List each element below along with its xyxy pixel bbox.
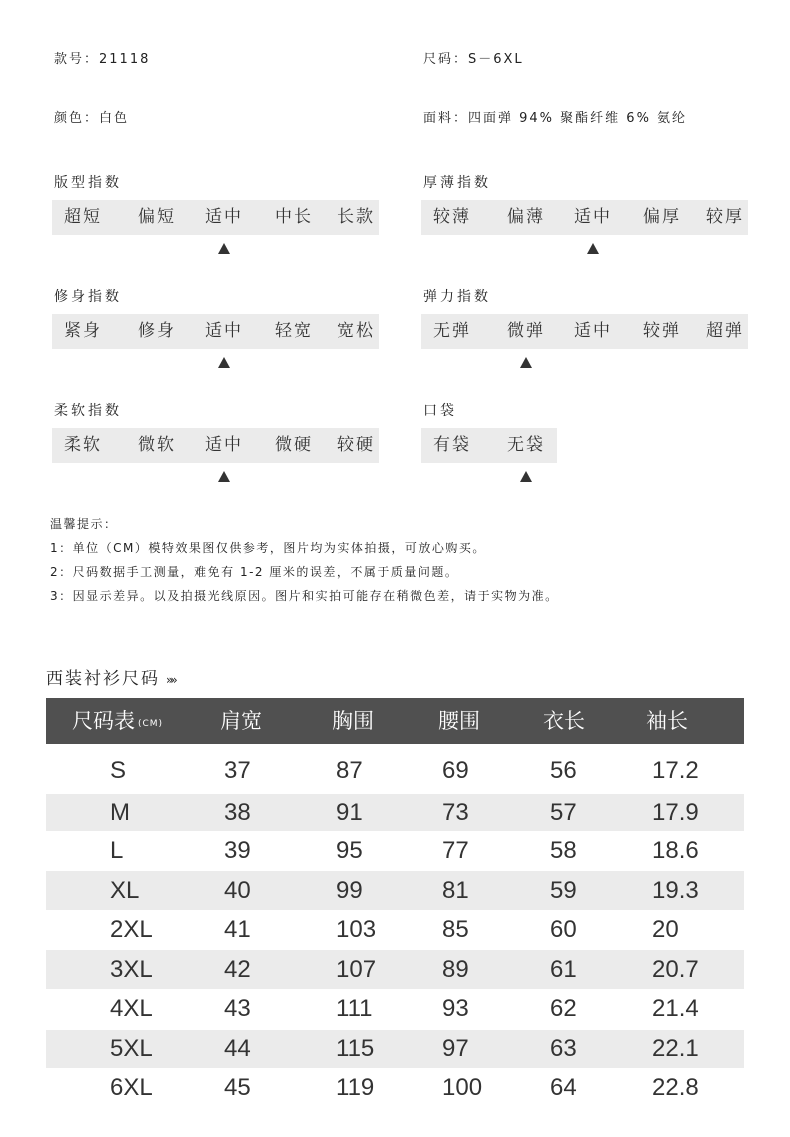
selected-marker-triangle-icon — [587, 243, 599, 254]
measure-cell: 100 — [442, 1074, 483, 1101]
index-option: 修身 — [138, 321, 176, 341]
color-info: 颜色：白色 — [54, 111, 130, 126]
index-option: 较厚 — [706, 207, 744, 227]
measure-cell: 107 — [336, 956, 377, 983]
tips-heading: 温馨提示： — [50, 517, 118, 531]
tip-line-2: 2：尺码数据手工测量，难免有 1-2 厘米的误差，不属于质量问题。 — [50, 565, 459, 579]
selected-marker-triangle-icon — [520, 357, 532, 368]
measure-cell: 20 — [652, 916, 679, 943]
style-number: 款号：21118 — [54, 52, 151, 67]
measure-cell: 95 — [336, 837, 363, 864]
measure-cell: 18.6 — [652, 837, 699, 864]
measure-cell: 89 — [442, 956, 469, 983]
index-title: 柔软指数 — [54, 403, 122, 419]
index-option: 偏薄 — [507, 207, 545, 227]
index-option: 较薄 — [433, 207, 471, 227]
measure-cell: 62 — [550, 995, 577, 1022]
index-option: 适中 — [205, 321, 243, 341]
selected-marker-triangle-icon — [218, 243, 230, 254]
index-option: 适中 — [205, 207, 243, 227]
measure-cell: 38 — [224, 799, 251, 826]
index-option: 轻宽 — [275, 321, 313, 341]
selected-marker-triangle-icon — [218, 357, 230, 368]
size-chart-title — [46, 664, 175, 689]
measure-cell: 57 — [550, 799, 577, 826]
measure-cell: 63 — [550, 1035, 577, 1062]
measure-cell: 21.4 — [652, 995, 699, 1022]
index-option: 偏厚 — [643, 207, 681, 227]
header-sleeve: 袖长 — [646, 709, 688, 733]
index-option: 适中 — [574, 207, 612, 227]
index-scale-bar — [52, 428, 379, 463]
measure-cell: 20.7 — [652, 956, 699, 983]
index-option: 长款 — [337, 207, 375, 227]
measure-cell: 44 — [224, 1035, 251, 1062]
index-option: 适中 — [574, 321, 612, 341]
measure-cell: 58 — [550, 837, 577, 864]
table-row — [46, 794, 744, 831]
table-row — [46, 911, 744, 949]
measure-cell: 42 — [224, 956, 251, 983]
measure-cell: 111 — [336, 995, 373, 1022]
measure-cell: 59 — [550, 877, 577, 904]
measure-cell: 115 — [336, 1035, 375, 1062]
header-size-label: 尺码表 (CM) — [72, 709, 164, 733]
size-cell: 5XL — [110, 1035, 153, 1062]
index-scale-bar — [421, 428, 557, 463]
measure-cell: 45 — [224, 1074, 251, 1101]
table-row — [46, 950, 744, 989]
index-option: 超短 — [64, 207, 102, 227]
table-row — [46, 989, 744, 1029]
measure-cell: 77 — [442, 837, 469, 864]
measure-cell: 43 — [224, 995, 251, 1022]
index-option: 适中 — [205, 435, 243, 455]
index-title: 口袋 — [423, 403, 457, 419]
index-option: 宽松 — [337, 321, 375, 341]
index-option: 中长 — [275, 207, 313, 227]
size-table-header — [46, 698, 744, 744]
index-scale-bar — [52, 200, 379, 235]
table-row — [46, 751, 744, 790]
size-cell: 2XL — [110, 916, 153, 943]
index-option: 无袋 — [507, 435, 545, 455]
index-scale-bar — [52, 314, 379, 349]
selected-marker-triangle-icon — [520, 471, 532, 482]
index-option: 微硬 — [275, 435, 313, 455]
measure-cell: 91 — [336, 799, 363, 826]
table-row — [46, 1030, 744, 1068]
index-option: 有袋 — [433, 435, 471, 455]
index-scale-bar — [421, 314, 748, 349]
index-option: 较弹 — [643, 321, 681, 341]
tip-line-3: 3：因显示差异。以及拍摄光线原因。图片和实拍可能存在稍微色差，请于实物为准。 — [50, 589, 559, 603]
index-scale-bar — [421, 200, 748, 235]
double-chevron-icon: »» — [166, 673, 175, 687]
size-cell: XL — [110, 877, 140, 904]
measure-cell: 40 — [224, 877, 251, 904]
index-option: 较硬 — [337, 435, 375, 455]
index-title: 弹力指数 — [423, 289, 491, 305]
header-shoulder: 肩宽 — [220, 709, 262, 733]
measure-cell: 73 — [442, 799, 469, 826]
measure-cell: 17.2 — [652, 757, 699, 784]
index-title: 修身指数 — [54, 289, 122, 305]
measure-cell: 97 — [442, 1035, 469, 1062]
size-cell: S — [110, 757, 127, 784]
measure-cell: 99 — [336, 877, 363, 904]
measure-cell: 22.8 — [652, 1074, 699, 1101]
header-chest: 胸围 — [332, 709, 374, 733]
index-option: 柔软 — [64, 435, 102, 455]
measure-cell: 60 — [550, 916, 577, 943]
size-cell: 6XL — [110, 1074, 153, 1101]
measure-cell: 17.9 — [652, 799, 699, 826]
size-cell: L — [110, 837, 124, 864]
measure-cell: 19.3 — [652, 877, 699, 904]
table-row — [46, 1069, 744, 1107]
size-cell: 4XL — [110, 995, 153, 1022]
table-row — [46, 871, 744, 910]
index-option: 无弹 — [433, 321, 471, 341]
index-option: 紧身 — [64, 321, 102, 341]
measure-cell: 41 — [224, 916, 251, 943]
header-length: 衣长 — [543, 709, 585, 733]
measure-cell: 81 — [442, 877, 469, 904]
header-waist: 腰围 — [438, 709, 480, 733]
size-cell: 3XL — [110, 956, 153, 983]
index-option: 超弹 — [706, 321, 744, 341]
index-option: 偏短 — [138, 207, 176, 227]
index-option: 微软 — [138, 435, 176, 455]
measure-cell: 119 — [336, 1074, 375, 1101]
measure-cell: 56 — [550, 757, 577, 784]
size-range: 尺码：S－6XL — [423, 52, 524, 67]
measure-cell: 85 — [442, 916, 469, 943]
tip-line-1: 1：单位（CM）模特效果图仅供参考，图片均为实体拍摄，可放心购买。 — [50, 541, 486, 555]
index-title: 厚薄指数 — [423, 175, 491, 191]
measure-cell: 93 — [442, 995, 469, 1022]
index-option: 微弹 — [507, 321, 545, 341]
measure-cell: 87 — [336, 757, 363, 784]
fabric-info: 面料：四面弹 94% 聚酯纤维 6% 氨纶 — [423, 111, 688, 126]
measure-cell: 69 — [442, 757, 469, 784]
size-cell: M — [110, 799, 130, 826]
measure-cell: 22.1 — [652, 1035, 699, 1062]
header-unit: (CM) — [138, 719, 164, 729]
table-row — [46, 832, 744, 870]
selected-marker-triangle-icon — [218, 471, 230, 482]
measure-cell: 64 — [550, 1074, 577, 1101]
measure-cell: 103 — [336, 916, 377, 943]
index-title: 版型指数 — [54, 175, 122, 191]
measure-cell: 61 — [550, 956, 577, 983]
size-chart-title-text: 西装衬衫尺码 — [46, 669, 160, 689]
measure-cell: 39 — [224, 837, 251, 864]
measure-cell: 37 — [224, 757, 251, 784]
